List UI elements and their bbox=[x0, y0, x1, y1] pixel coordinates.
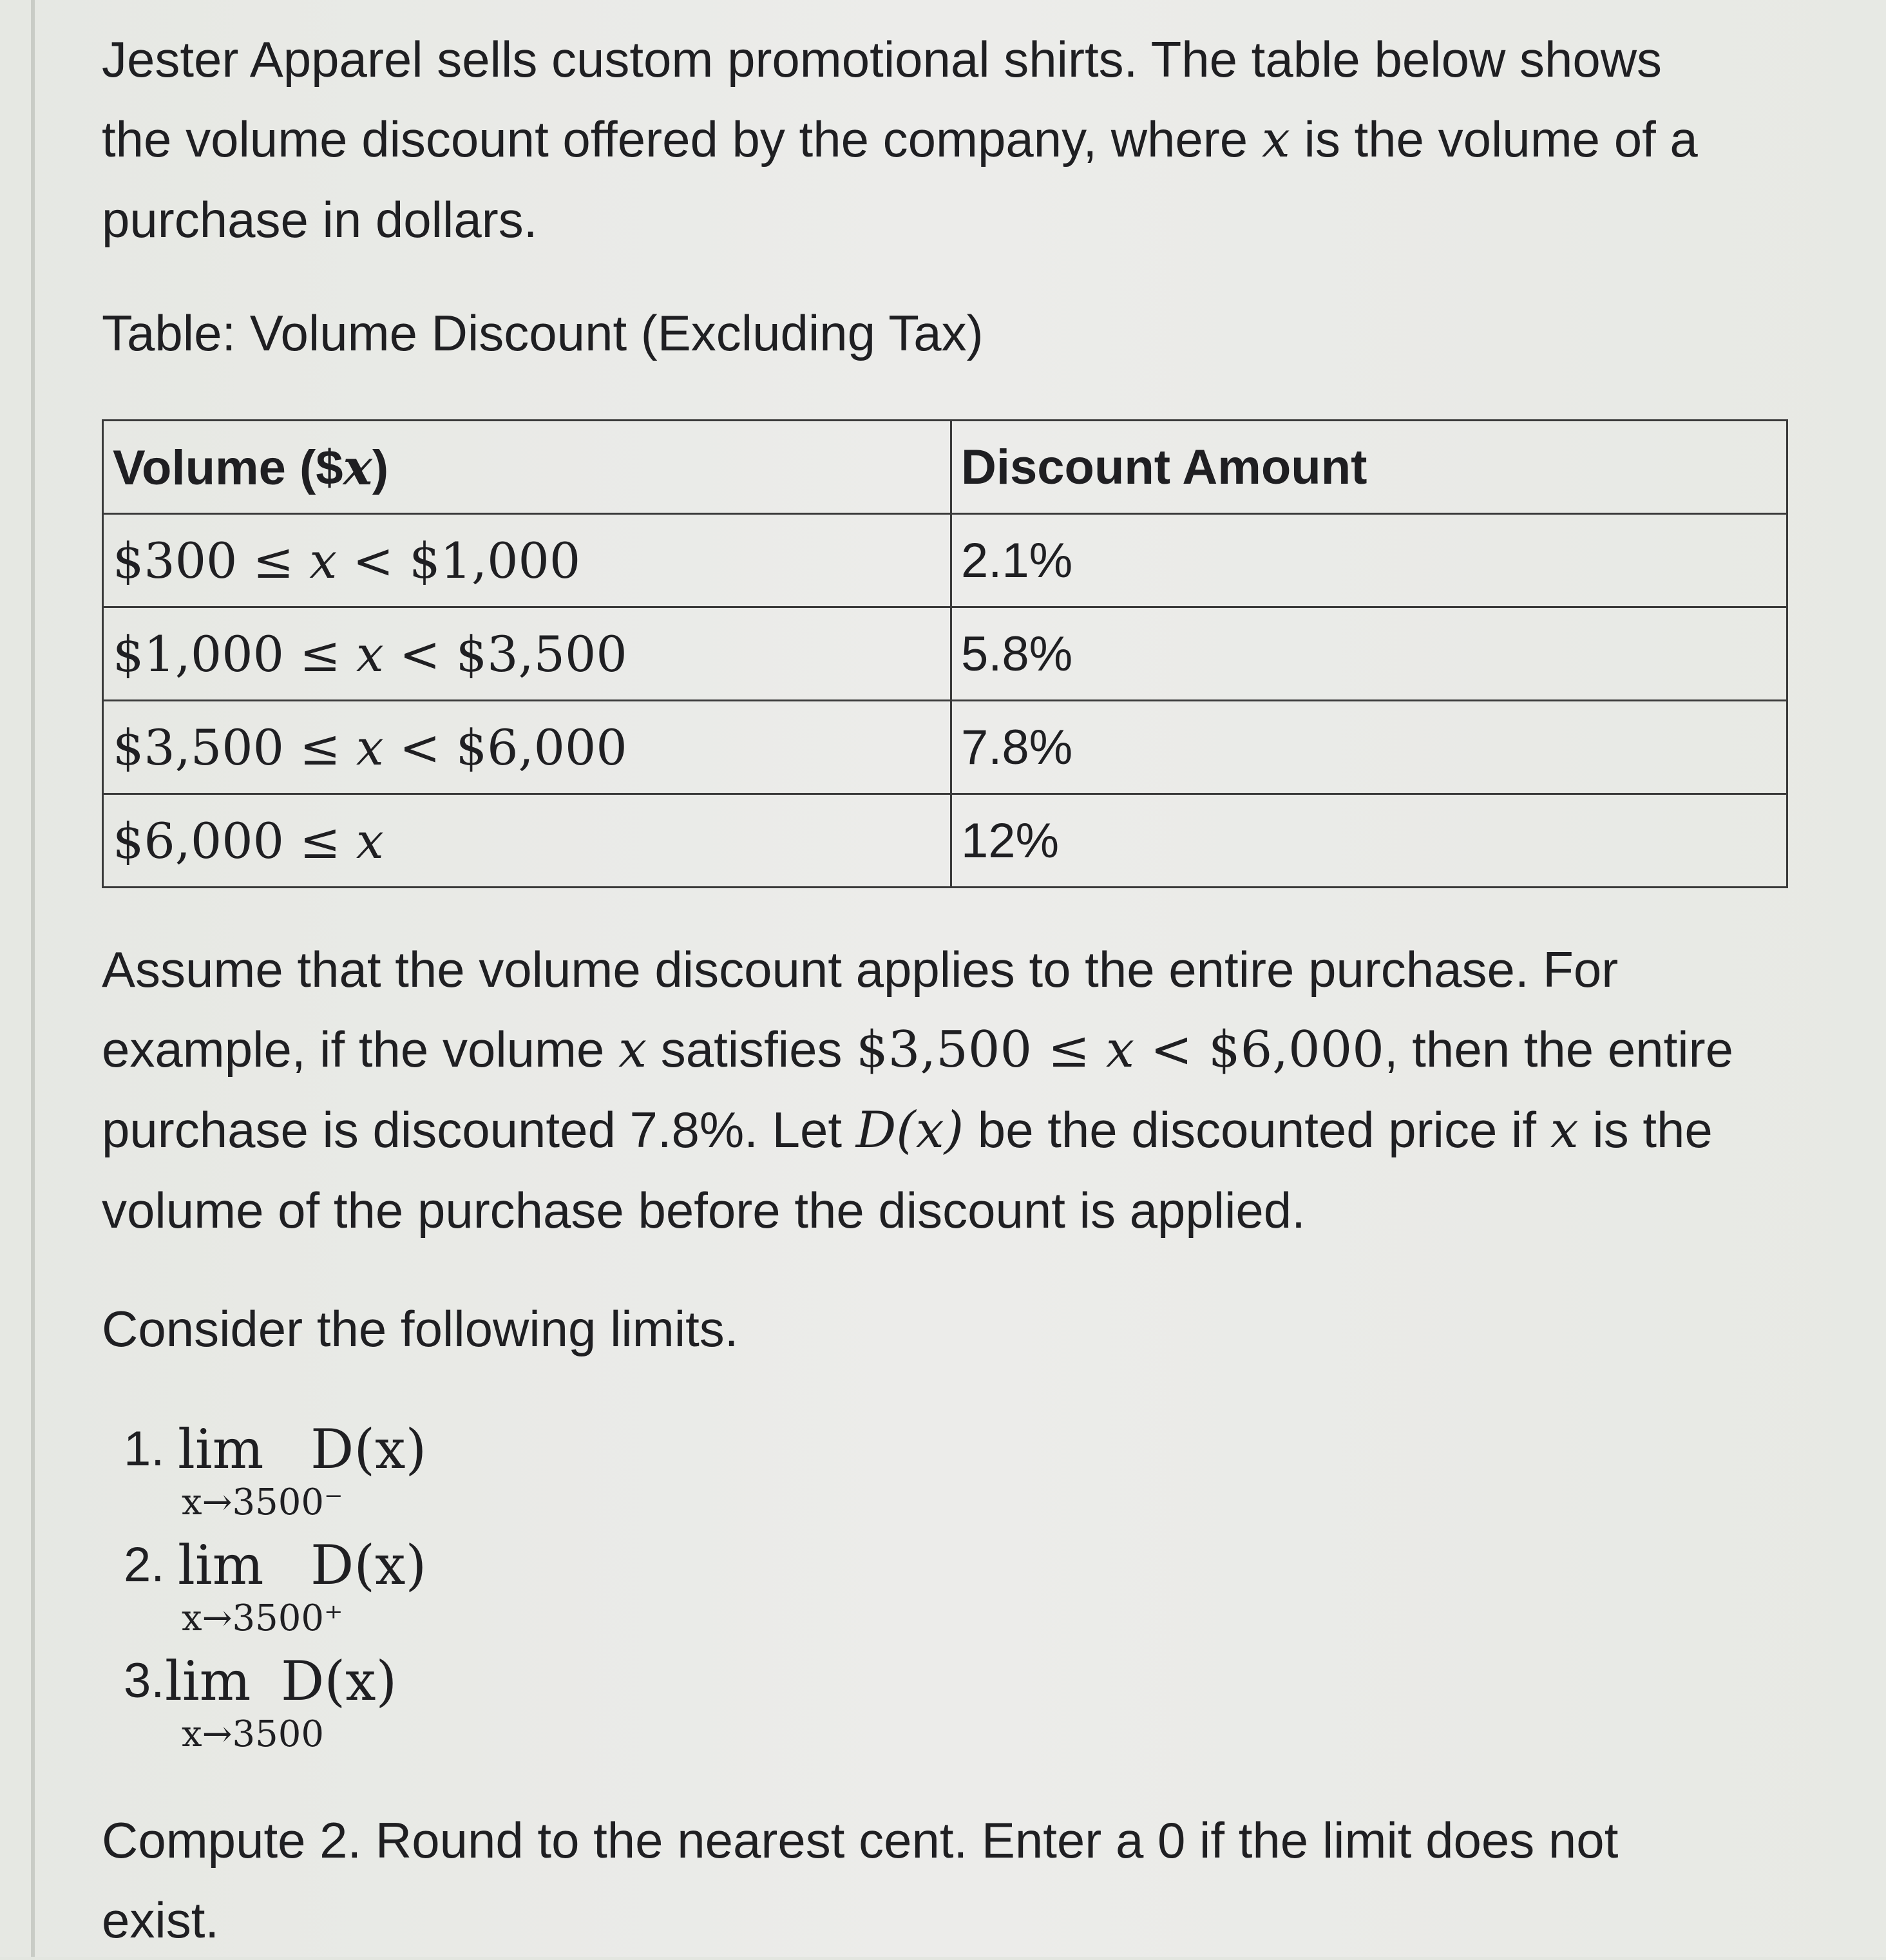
limit-lim: lim bbox=[178, 1534, 264, 1597]
assume-line-1: Assume that the volume discount applies to the entire purchase. For bbox=[102, 941, 1619, 998]
header-volume: Volume ($x) bbox=[103, 421, 951, 514]
table-row bbox=[103, 514, 1787, 607]
table-row bbox=[103, 701, 1787, 794]
limit-lim: lim bbox=[165, 1650, 251, 1713]
function-d: D bbox=[855, 1101, 897, 1159]
limit-subscript: x→3500⁺ bbox=[182, 1597, 343, 1639]
discount-cell: 2.1% bbox=[951, 514, 1787, 607]
limit-item bbox=[124, 1646, 1854, 1762]
intro-line-2a: the volume discount offered by the company, where bbox=[102, 111, 1262, 167]
table-header-row bbox=[103, 421, 1787, 514]
left-border bbox=[31, 0, 35, 1957]
table-caption: Table: Volume Discount (Excluding Tax) bbox=[102, 305, 984, 361]
limit-number: 1. bbox=[124, 1422, 165, 1476]
table-row bbox=[103, 607, 1787, 701]
volume-range-cell: $6,000 ≤ x bbox=[103, 794, 951, 888]
volume-range-cell: $1,000 ≤ x < $3,500 bbox=[103, 607, 951, 701]
limit-number: 2. bbox=[124, 1537, 165, 1592]
intro-line-3: purchase in dollars. bbox=[102, 191, 538, 248]
assumption-paragraph: Assume that the volume discount applies to the entire purchase. For example, if the volume x satisfies $3,500 ≤ x < $6,000, then the entire purchase is discounted 7.8%. Let D(x) be the discounted price if x is the volume of the purchase before the discount is applied. bbox=[102, 941, 1733, 1239]
volume-range-cell: $3,500 ≤ x < $6,000 bbox=[103, 701, 951, 794]
discount-cell: 5.8% bbox=[951, 607, 1787, 701]
table-row bbox=[103, 794, 1787, 888]
question-content bbox=[102, 19, 1854, 1960]
instruction-line-2: exist. bbox=[102, 1892, 220, 1948]
limit-subscript: x→3500⁻ bbox=[182, 1481, 343, 1523]
intro-var-x: x bbox=[1261, 111, 1290, 169]
volume-range-cell: $300 ≤ x < $1,000 bbox=[103, 514, 951, 607]
limit-lim: lim bbox=[178, 1418, 264, 1481]
assume-line-4: volume of the purchase before the discount is applied. bbox=[102, 1182, 1306, 1239]
consider-text: Consider the following limits. bbox=[102, 1300, 739, 1357]
discount-cell: 7.8% bbox=[951, 701, 1787, 794]
intro-line-2b: is the volume of a bbox=[1290, 111, 1698, 167]
limit-number: 3. bbox=[124, 1653, 165, 1708]
volume-discount-table bbox=[102, 419, 1788, 888]
limit-function: D(x) bbox=[310, 1534, 427, 1597]
limits-list bbox=[124, 1414, 1854, 1762]
limit-function: D(x) bbox=[281, 1650, 397, 1713]
intro-line-1: Jester Apparel sells custom promotional shirts. The table below shows bbox=[102, 31, 1662, 88]
limit-subscript: x→3500 bbox=[182, 1713, 325, 1755]
limit-item bbox=[124, 1530, 1854, 1646]
instruction-line-1: Compute 2. Round to the nearest cent. Enter a 0 if the limit does not bbox=[102, 1812, 1619, 1869]
limit-function: D(x) bbox=[310, 1418, 427, 1481]
instruction-paragraph bbox=[102, 1800, 1854, 1960]
intro-paragraph bbox=[102, 19, 1854, 260]
limit-item bbox=[124, 1414, 1854, 1530]
discount-cell: 12% bbox=[951, 794, 1787, 888]
header-discount: Discount Amount bbox=[951, 421, 1787, 514]
